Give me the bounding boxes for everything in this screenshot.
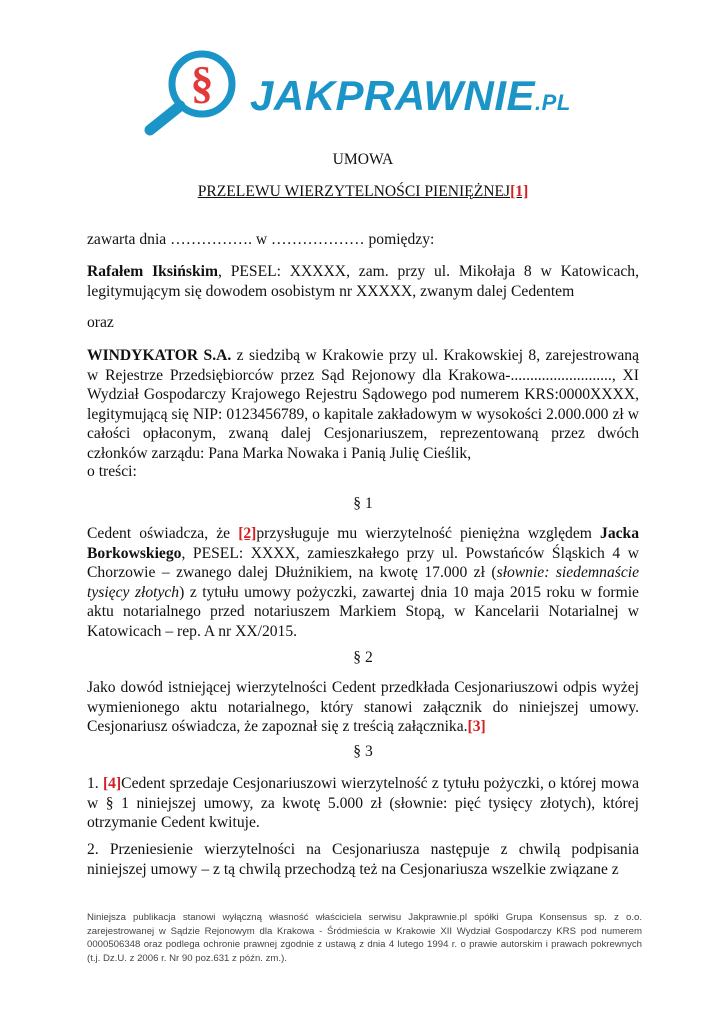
doc-title: UMOWA bbox=[332, 151, 394, 168]
svg-text:§: § bbox=[190, 57, 214, 108]
logo[interactable] bbox=[140, 38, 590, 138]
oraz-line: oraz bbox=[87, 314, 114, 331]
section-3-point-1: 1. [4]Cedent sprzedaje Cesjonariuszowi wierzytelność z tytułu pożyczki, o której mowa w § 1 niniejszej umowy, za kwotę 5.000 zł (słownie: pięć tysięcy złotych), której otrzymanie Cedent kwituje. bbox=[87, 775, 640, 831]
footnote-link-2[interactable]: [2] bbox=[238, 525, 257, 542]
party-2: WINDYKATOR S.A. z siedzibą w Krakowie przy ul. Krakowskiej 8, zarejestrowaną w Rejestrze Przedsiębiorców przez Sąd Rejonowy dla Krakowa-.........................., XI Wydział Gospodarczy Krajowego Rejestru Sądowego pod numerem KRS:0000XXXX, legitymującą się NIP: 0123456789, o kapitale zakładowym w wysokości 2.000.000 zł w całości opłaconym, zwaną dalej Cesjonariuszem, reprezentowaną przez dwóch członków zarządu: Pana Marka Nowaka i Panią Julię Cieślik, bbox=[87, 347, 639, 462]
doc-subtitle: PRZELEWU WIERZYTELNOŚCI PIENIĘŻNEJ[1] bbox=[197, 183, 529, 200]
footer-copyright: Niniejsza publikacja stanowi wyłączną własność właściciela serwisu Jakprawnie.pl spółki Grupa Konsensus sp. z o.o. zarejestrowanej w Sądzie Rejonowym dla Krakowa - Śródmieścia w Krakowie XII Wydział Gospodarczy KRS pod numerem 0000506348 oraz podlega ochronie prawnej zgodnie z ustawą z dnia 4 lutego 1994 r. o prawie autorskim i prawach pokrewnych (t.j. Dz.U. z 2006 r. Nr 90 poz.631 z późn. zm.). bbox=[87, 912, 642, 964]
paragraph-magnifier-icon bbox=[140, 38, 250, 138]
footnote-link-1[interactable]: [1] bbox=[510, 183, 529, 200]
party-1: Rafałem Iksińskim, PESEL: XXXXX, zam. przy ul. Mikołaja 8 w Katowicach, legitymującym się dowodem osobistym nr XXXXX, zwanym dalej Cedentem bbox=[87, 263, 639, 300]
section-2-text: Jako dowód istniejącej wierzytelności Cedent przedkłada Cesjonariuszowi odpis wyżej wymienionego aktu notarialnego, który stanowi załącznik do niniejszej umowy. Cesjonariusz oświadcza, że zapoznał się z treścią załącznika.[3] bbox=[87, 679, 639, 735]
section-2-heading: § 2 bbox=[353, 649, 373, 666]
o-tresci-line: o treści: bbox=[87, 463, 137, 480]
date-line: zawarta dnia ……………. w ……………… pomiędzy: bbox=[87, 231, 435, 248]
logo-wordmark: JAKPRAWNIE.PL bbox=[250, 72, 571, 119]
section-3-heading: § 3 bbox=[353, 743, 373, 760]
footnote-link-3[interactable]: [3] bbox=[467, 718, 486, 735]
section-3-point-2: 2. Przeniesienie wierzytelności na Cesjonariusza następuje z chwilą podpisania niniejszej umowy – z tą chwilą przechodzą też na Cesjonariusza wszelkie związane z bbox=[87, 841, 639, 878]
footnote-link-4[interactable]: [4] bbox=[102, 775, 122, 792]
section-1-heading: § 1 bbox=[353, 495, 373, 512]
section-1-text: Cedent oświadcza, że [2]przysługuje mu wierzytelność pieniężna względem Jacka Borkowskiego, PESEL: XXXX, zamieszkałego przy ul. Powstańców Śląskich 4 w Chorzowie – zwanego dalej Dłużnikiem, na kwotę 17.000 zł (słownie: siedemnaście tysięcy złotych) z tytułu umowy pożyczki, zawartej dnia 10 maja 2015 roku w formie aktu notarialnego przed notariuszem Markiem Stopą, w Kancelarii Notarialnej w Katowicach – rep. A nr XX/2015. bbox=[87, 525, 640, 640]
